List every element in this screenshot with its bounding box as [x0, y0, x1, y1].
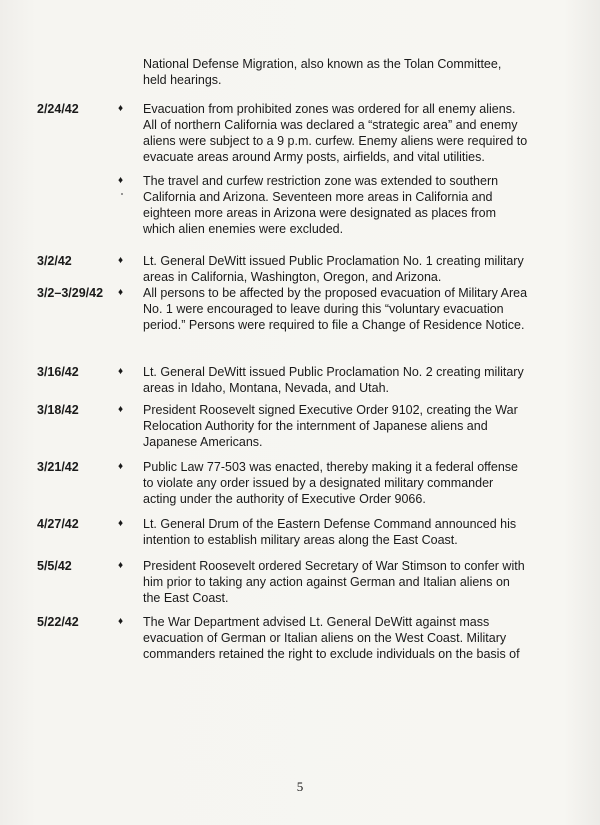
diamond-bullet-icon: ♦: [118, 518, 124, 529]
entry-text: Public Law 77-503 was enacted, thereby making it a federal offense to violate any order issued by a designated military commander acting under the authority of Executive Order 9066.: [143, 460, 518, 506]
diamond-bullet-icon: ♦: [118, 461, 124, 472]
diamond-bullet-icon: ♦: [118, 255, 124, 266]
diamond-bullet-icon: ♦: [118, 103, 124, 114]
entry-date: 5/22/42: [37, 615, 79, 629]
diamond-bullet-icon: ♦: [118, 366, 124, 377]
entry-text: National Defense Migration, also known as the Tolan Committee, held hearings.: [143, 57, 502, 87]
diamond-bullet-icon: ♦: [118, 560, 124, 571]
diamond-bullet-icon: ♦: [118, 404, 124, 415]
entry-date: 3/2/42: [37, 254, 72, 268]
entry-date: 3/21/42: [37, 460, 79, 474]
entry-date: 3/18/42: [37, 403, 79, 417]
entry-date: 2/24/42: [37, 102, 79, 116]
entry-date: 3/2–3/29/42: [37, 286, 104, 300]
entry-text: All persons to be affected by the proposed evacuation of Military Area No. 1 were encouraged to leave during this “voluntary evacuation period.” Persons were required to file a Change of Residence Notice.: [143, 286, 528, 332]
entry-text: Evacuation from prohibited zones was ordered for all enemy aliens. All of northern California was declared a “strategic area” and enemy aliens were subject to a 9 p.m. curfew. Enemy aliens were required to evacuate areas around Army posts, airfields, and vital utilities.: [143, 102, 528, 164]
scan-speck: [121, 193, 123, 195]
entry-text: President Roosevelt ordered Secretary of War Stimson to confer with him prior to taking any action against German and Italian aliens on the East Coast.: [143, 559, 525, 605]
entry-date: 5/5/42: [37, 559, 72, 573]
entry-text: Lt. General Drum of the Eastern Defense Command announced his intention to establish military areas along the East Coast.: [143, 517, 517, 547]
entry-date: 4/27/42: [37, 517, 79, 531]
entry-date: 3/16/42: [37, 365, 79, 379]
diamond-bullet-icon: ♦: [118, 175, 124, 186]
entry-text: The War Department advised Lt. General DeWitt against mass evacuation of German or Italian aliens on the West Coast. Military commanders retained the right to exclude individuals on the basis of: [143, 615, 520, 661]
entry-text: President Roosevelt signed Executive Order 9102, creating the War Relocation Authority for the internment of Japanese aliens and Japanese Americans.: [143, 403, 518, 449]
entry-text: Lt. General DeWitt issued Public Proclamation No. 2 creating military areas in Idaho, Montana, Nevada, and Utah.: [143, 365, 524, 395]
entry-text: The travel and curfew restriction zone was extended to southern California and Arizona. Seventeen more areas in California and eighteen more areas in Arizona were designated as places from which alien enemies were excluded.: [143, 174, 499, 236]
page-number: 5: [296, 779, 304, 794]
diamond-bullet-icon: ♦: [118, 287, 124, 298]
entry-text: Lt. General DeWitt issued Public Proclamation No. 1 creating military areas in California, Washington, Oregon, and Arizona.: [143, 254, 524, 284]
diamond-bullet-icon: ♦: [118, 616, 124, 627]
